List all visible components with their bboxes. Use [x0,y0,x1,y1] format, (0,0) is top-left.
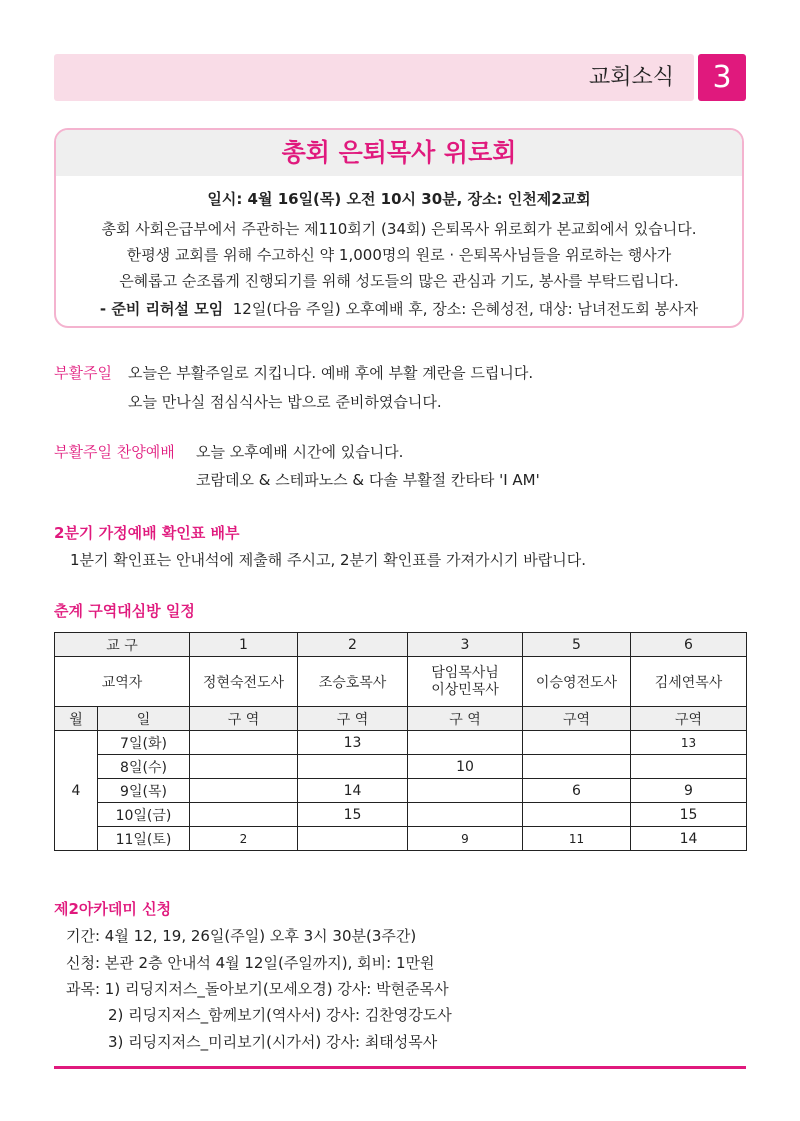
easter-label: 부활주일 [54,364,112,382]
district-cell [408,779,523,803]
group-header-label: 교 구 [55,633,190,657]
academy-heading: 제2아카데미 신청 [54,900,172,918]
rehearsal-notice [56,298,742,319]
day-cell: 10일(금) [98,803,190,827]
home-worship-heading: 2분기 가정예배 확인표 배부 [54,524,240,542]
table-header-row [55,633,747,657]
academy-registration: 신청: 본관 2층 안내석 4월 12일(주일까지), 회비: 1만원 [66,954,435,972]
district-cell [523,731,631,755]
announcement-title: 총회 은퇴목사 위로회 [281,138,517,167]
home-worship-text: 1분기 확인표는 안내석에 제출해 주시고, 2분기 확인표를 가져가시기 바랍니다. [70,551,586,569]
district-cell [408,803,523,827]
district-cell [408,731,523,755]
district-cell: 14 [298,779,408,803]
district-visit-table [54,632,747,851]
district-label-row [55,707,747,731]
district-cell: 11 [523,827,631,851]
rehearsal-text: 12일(다음 주일) 오후예배 후, 장소: 은혜성전, 대상: 남녀전도회 봉사자 [232,300,699,318]
district-label: 구역 [523,707,631,731]
announcement-line: 한평생 교회를 위해 수고하신 약 1,000명의 원로 · 은퇴목사님들을 위로하는 행사가 [126,246,672,264]
easter-praise-label: 부활주일 찬양예배 [54,443,175,461]
table-row [55,827,747,851]
minister-cell: 김세연목사 [631,657,747,707]
academy-course: 2) 리딩지저스_함께보기(역사서) 강사: 김찬영강도사 [108,1006,452,1024]
district-cell [523,755,631,779]
district-cell [190,803,298,827]
group-header: 1 [190,633,298,657]
district-cell [631,755,747,779]
month-cell: 4 [55,731,98,851]
minister-row [55,657,747,707]
table-row [55,731,747,755]
table-row [55,779,747,803]
table-row [55,755,747,779]
district-cell: 2 [190,827,298,851]
district-cell: 10 [408,755,523,779]
page-number: 3 [698,54,746,101]
easter-praise-line: 코람데오 & 스테파노스 & 다솔 부활절 칸타타 'I AM' [196,471,540,489]
minister-label: 교역자 [55,657,190,707]
minister-cell: 정현숙전도사 [190,657,298,707]
announcement-box [54,128,744,328]
announcement-schedule: 일시: 4월 16일(목) 오전 10시 30분, 장소: 인천제2교회 [207,190,591,208]
bottom-divider [54,1066,746,1069]
announcement-line: 은혜롭고 순조롭게 진행되기를 위해 성도들의 많은 관심과 기도, 봉사를 부탁드립니다. [119,272,679,290]
district-cell [190,779,298,803]
group-header: 2 [298,633,408,657]
minister-cell: 조승호목사 [298,657,408,707]
district-label: 구 역 [298,707,408,731]
day-cell: 7일(화) [98,731,190,755]
easter-line: 오늘 만나실 점심식사는 밥으로 준비하였습니다. [128,393,442,411]
district-cell [190,731,298,755]
rehearsal-label: - 준비 리허설 모임 [99,300,224,318]
district-label: 구 역 [408,707,523,731]
district-label: 구역 [631,707,747,731]
district-cell [523,803,631,827]
easter-line: 오늘은 부활주일로 지킵니다. 예배 후에 부활 계란을 드립니다. [128,364,534,382]
district-cell: 13 [631,731,747,755]
district-cell: 15 [631,803,747,827]
district-cell [298,755,408,779]
group-header: 6 [631,633,747,657]
table-row [55,803,747,827]
day-cell: 8일(수) [98,755,190,779]
section-title: 교회소식 [588,65,674,90]
district-cell [298,827,408,851]
announcement-line: 총회 사회은급부에서 주관하는 제110회기 (34회) 은퇴목사 위로회가 본교회에서 있습니다. [101,220,697,238]
academy-course: 과목: 1) 리딩지저스_돌아보기(모세오경) 강사: 박현준목사 [66,980,449,998]
district-cell: 6 [523,779,631,803]
day-cell: 11일(토) [98,827,190,851]
day-label: 일 [98,707,190,731]
easter-praise-line: 오늘 오후예배 시간에 있습니다. [196,443,404,461]
academy-course: 3) 리딩지저스_미리보기(시가서) 강사: 최태성목사 [108,1033,438,1051]
group-header: 3 [408,633,523,657]
group-header: 5 [523,633,631,657]
district-label: 구 역 [190,707,298,731]
district-cell: 13 [298,731,408,755]
district-visits-heading: 춘계 구역대심방 일정 [54,602,195,620]
month-label: 월 [55,707,98,731]
district-cell: 15 [298,803,408,827]
district-cell: 14 [631,827,747,851]
day-cell: 9일(목) [98,779,190,803]
district-cell: 9 [408,827,523,851]
district-cell [190,755,298,779]
minister-cell: 담임목사님 이상민목사 [408,657,523,707]
academy-period: 기간: 4월 12, 19, 26일(주일) 오후 3시 30분(3주간) [66,927,417,945]
district-cell: 9 [631,779,747,803]
minister-cell: 이승영전도사 [523,657,631,707]
